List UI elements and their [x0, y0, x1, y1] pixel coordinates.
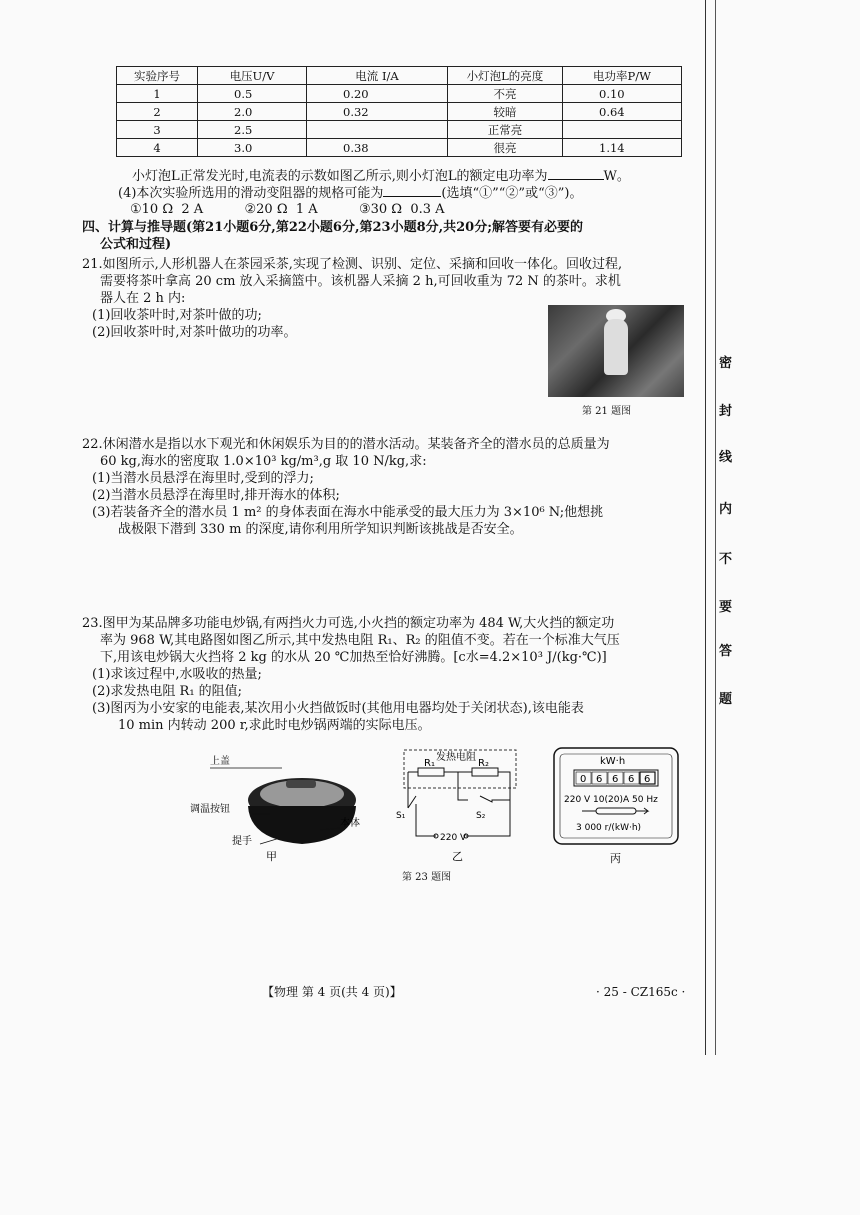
q23-sub3b: 10 min 内转动 200 r,求此时电炒锅两端的实际电压。 — [118, 718, 431, 733]
seal-char: 题 — [719, 692, 733, 707]
table-cell: 0.5 — [198, 85, 307, 103]
table-cell: 很亮 — [448, 139, 563, 157]
q21-sub2: (2)回收茶叶时,对茶叶做功的功率。 — [92, 325, 297, 340]
table-cell: 不亮 — [448, 85, 563, 103]
meter-digit: 0 — [580, 774, 587, 785]
seal-char: 内 — [719, 502, 733, 517]
r1-label: R₁ — [424, 758, 435, 769]
fig-b-label: 乙 — [452, 850, 463, 863]
table-header: 小灯泡L的亮度 — [448, 67, 563, 85]
q21-line2: 需要将茶叶拿高 20 cm 放入采摘篮中。该机器人采摘 2 h,可回收重为 72 N 的茶叶。求机 — [100, 274, 621, 289]
footer-page-info: 【物理 第 4 页(共 4 页)】 — [262, 985, 402, 999]
q21-sub1: (1)回收茶叶时,对茶叶做的功; — [92, 308, 262, 323]
seal-char: 要 — [719, 600, 733, 615]
q22-sub2: (2)当潜水员悬浮在海里时,排开海水的体积; — [92, 488, 340, 503]
seal-char: 线 — [719, 450, 733, 465]
q22-sub3b: 战极限下潜到 330 m 的深度,请你利用所学知识判断该挑战是否安全。 — [118, 522, 523, 537]
q23-caption: 第 23 题图 — [402, 872, 452, 883]
q22-line2: 60 kg,海水的密度取 1.0×10³ kg/m³,g 取 10 N/kg,求: — [100, 454, 427, 469]
fig-a-label: 甲 — [266, 850, 277, 863]
seal-char: 不 — [719, 552, 733, 567]
circuit-figure — [394, 744, 524, 868]
binding-line — [705, 0, 706, 1055]
q23-line3: 下,用该电炒锅大火挡将 2 kg 的水从 20 ℃加热至恰好沸腾。[c水=4.2×10³ J/(kg·℃)] — [100, 650, 607, 665]
s1-label: S₁ — [396, 811, 406, 821]
q23-line1: 23.图甲为某品牌多功能电炒锅,有两挡火力可选,小火挡的额定功率为 484 W,大火挡的额定功 — [82, 616, 615, 631]
knob-label: 调温按钮 — [190, 804, 230, 815]
q21-caption: 第 21 题图 — [582, 406, 632, 417]
q4-hint: (选填“①”“②”或“③”)。 — [441, 186, 583, 201]
table-header-row — [117, 67, 682, 85]
q4-answer-blank[interactable] — [383, 184, 441, 197]
robot-body — [604, 319, 628, 375]
q22-sub3a: (3)若装备齐全的潜水员 1 m² 的身体表面在海水中能承受的最大压力为 3×10⁶ N;他想挑 — [92, 505, 604, 520]
q4-line — [118, 184, 582, 202]
table-cell: 4 — [117, 139, 198, 157]
section4-heading: 四、计算与推导题(第21小题6分,第22小题6分,第23小题8分,共20分;解答要有必要的 — [82, 220, 584, 235]
experiment-table — [116, 66, 682, 157]
handle-label: 提手 — [232, 836, 252, 847]
q3-text: 小灯泡L正常发光时,电流表的示数如图乙所示,则小灯泡L的额定电功率为 — [132, 169, 548, 184]
q23-sub3a: (3)图丙为小安家的电能表,某次用小火挡做饭时(其他用电器均处于关闭状态),该电能表 — [92, 701, 584, 716]
meter-unit: kW·h — [600, 756, 626, 767]
table-cell: 较暗 — [448, 103, 563, 121]
meter-rating: 220 V 10(20)A 50 Hz — [564, 795, 658, 805]
q23-sub1: (1)求该过程中,水吸收的热量; — [92, 667, 262, 682]
q4-options: ①10 Ω 2 A ②20 Ω 1 A ③30 Ω 0.3 A — [130, 202, 445, 217]
table-cell: 2.0 — [198, 103, 307, 121]
meter-digit: 6 — [612, 774, 619, 785]
table-cell — [307, 121, 448, 139]
footer-code: · 25 - CZ165c · — [596, 985, 686, 999]
meter-digit: 6 — [596, 774, 603, 785]
s2-label: S₂ — [476, 811, 486, 821]
body-label: 本体 — [340, 818, 360, 829]
wok-figure — [190, 744, 390, 864]
table-cell: 0.64 — [563, 103, 682, 121]
q3-line — [132, 167, 630, 185]
energy-meter-figure — [552, 746, 682, 868]
table-cell: 2 — [117, 103, 198, 121]
table-cell: 0.20 — [307, 85, 448, 103]
table-row — [117, 85, 682, 103]
table-header: 电压U/V — [198, 67, 307, 85]
seal-char: 密 — [719, 356, 733, 371]
table-header: 实验序号 — [117, 67, 198, 85]
q3-answer-blank[interactable] — [548, 167, 604, 180]
table-cell: 1 — [117, 85, 198, 103]
binding-line-outer — [715, 0, 716, 1055]
table-cell: 2.5 — [198, 121, 307, 139]
table-row — [117, 103, 682, 121]
table-cell — [563, 121, 682, 139]
table-cell: 正常亮 — [448, 121, 563, 139]
table-row — [117, 121, 682, 139]
table-cell: 3.0 — [198, 139, 307, 157]
q4-text: (4)本次实验所选用的滑动变阻器的规格可能为 — [118, 186, 384, 201]
fig-c-label: 丙 — [610, 852, 621, 865]
table-cell: 0.10 — [563, 85, 682, 103]
seal-char: 封 — [719, 404, 733, 419]
meter-digit: 6 — [628, 774, 635, 785]
table-cell: 3 — [117, 121, 198, 139]
table-header: 电流 I/A — [307, 67, 448, 85]
table-cell: 0.32 — [307, 103, 448, 121]
resistor-r2 — [472, 768, 498, 776]
table-row — [117, 139, 682, 157]
meter-digit: 6 — [644, 774, 651, 785]
table-header: 电功率P/W — [563, 67, 682, 85]
resistor-r1 — [418, 768, 444, 776]
r2-label: R₂ — [478, 758, 489, 769]
tea-robot-photo — [548, 305, 684, 397]
source-label: 220 V — [440, 833, 467, 843]
switch-s1 — [408, 772, 436, 836]
table-cell: 0.38 — [307, 139, 448, 157]
q22-line1: 22.休闲潜水是指以水下观光和休闲娱乐为目的的潜水活动。某装备齐全的潜水员的总质量为 — [82, 437, 610, 452]
q3-unit: W。 — [603, 169, 630, 184]
q23-line2: 率为 968 W,其电路图如图乙所示,其中发热电阻 R₁、R₂ 的阻值不变。若在一个标准大气压 — [100, 633, 620, 648]
table-cell: 1.14 — [563, 139, 682, 157]
q22-sub1: (1)当潜水员悬浮在海里时,受到的浮力; — [92, 471, 314, 486]
q23-sub2: (2)求发热电阻 R₁ 的阻值; — [92, 684, 243, 699]
meter-disc — [596, 808, 636, 814]
heater-label: 发热电阻 — [436, 752, 476, 763]
seal-char: 答 — [719, 644, 733, 659]
lid-knob — [286, 780, 316, 788]
meter-constant: 3 000 r/(kW·h) — [576, 823, 642, 833]
q21-line3: 器人在 2 h 内: — [100, 291, 186, 306]
lid-label: 上盖 — [210, 756, 230, 767]
q21-line1: 21.如图所示,人形机器人在茶园采茶,实现了检测、识别、定位、采摘和回收一体化。回收过程, — [82, 257, 623, 272]
section4-heading-cont: 公式和过程) — [100, 237, 172, 252]
